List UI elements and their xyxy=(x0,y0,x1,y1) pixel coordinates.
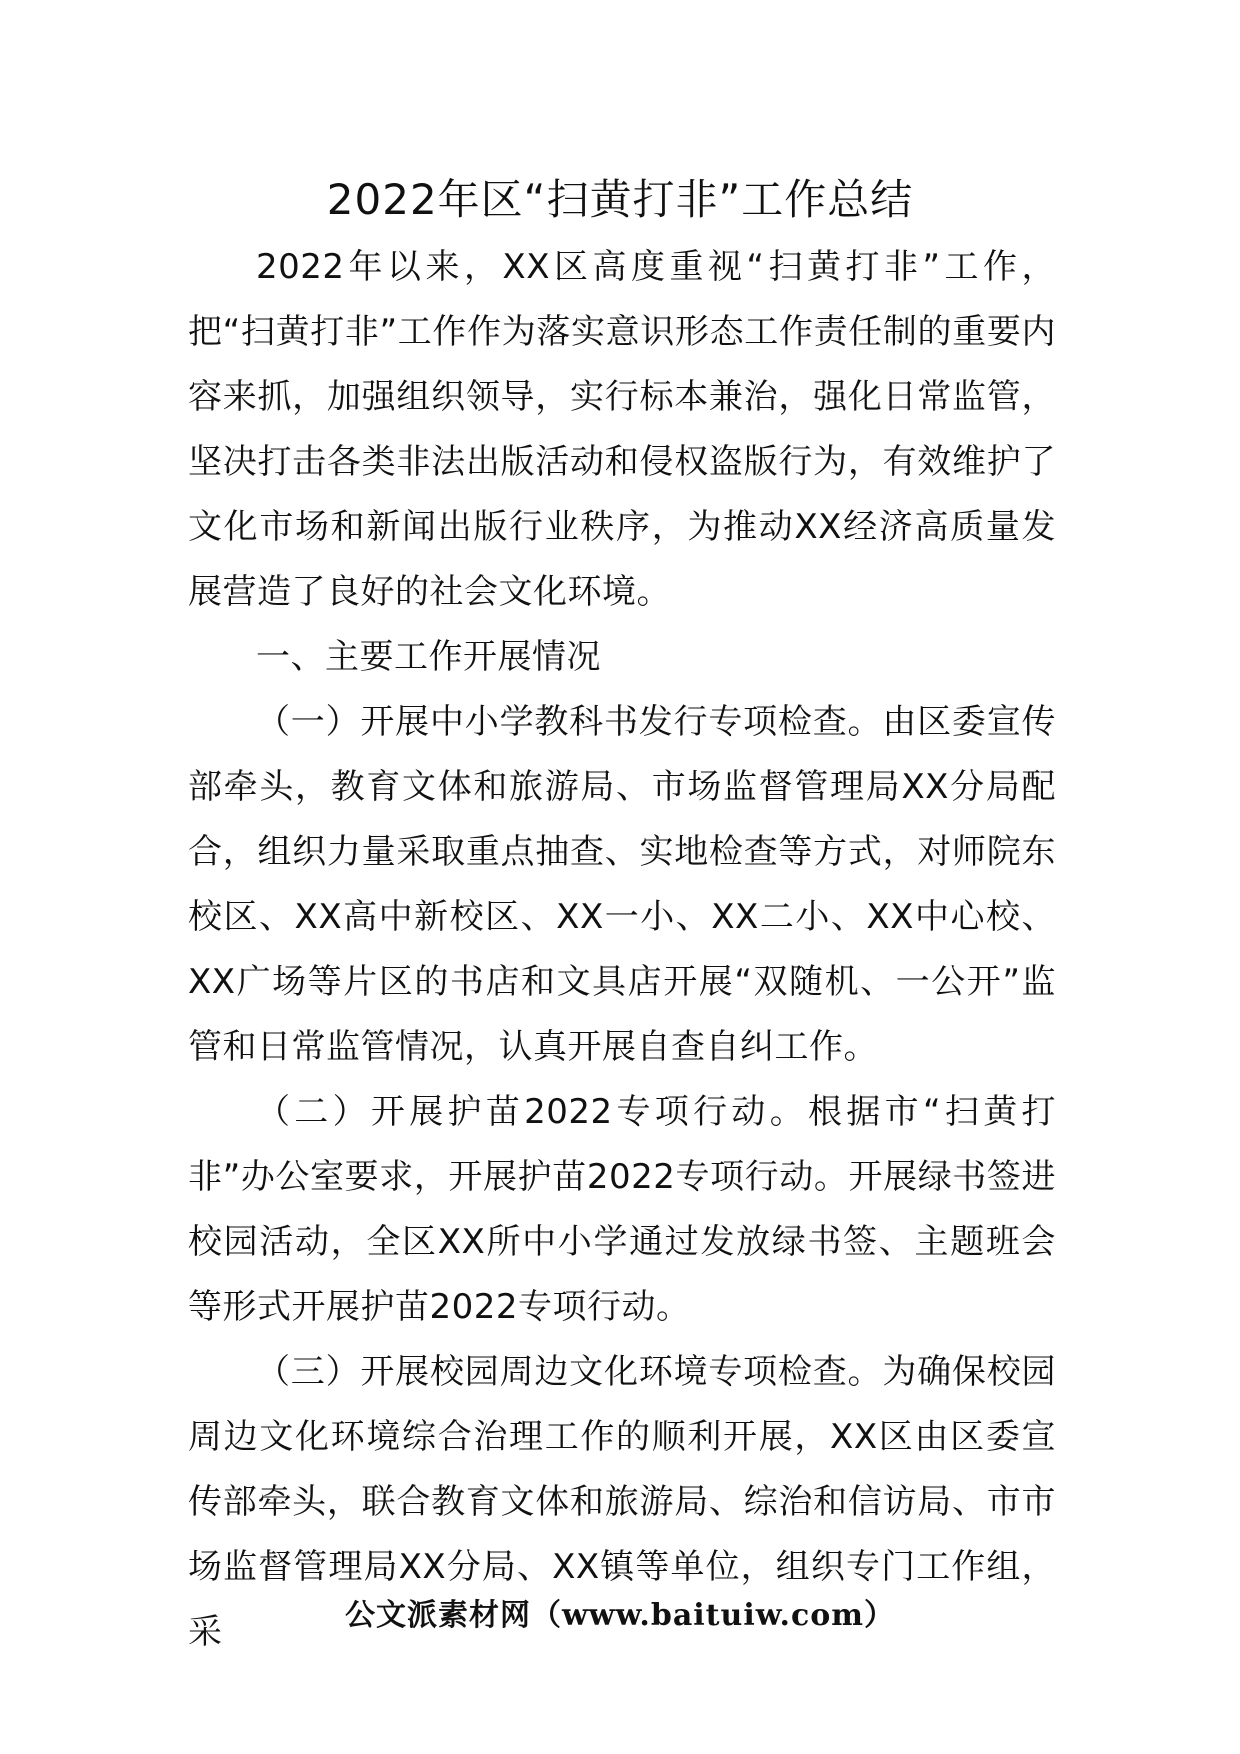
item-paragraph-textbook-inspection: （一）开展中小学教科书发行专项检查。由区委宣传部牵头，教育文体和旅游局、市场监督管理局XX分局配合，组织力量采取重点抽查、实地检查等方式，对师院东校区、XX高中新校区、XX一小、XX二小、XX中心校、XX广场等片区的书店和文具店开展“双随机、一公开”监管和日常监管情况，认真开展自查自纠工作。 xyxy=(188,702,1056,1067)
document-body xyxy=(188,235,1056,1665)
item-paragraph-campus-environment: （三）开展校园周边文化环境专项检查。为确保校园周边文化环境综合治理工作的顺利开展，XX区由区委宣传部牵头，联合教育文体和旅游局、综治和信访局、市市场监督管理局XX分局、XX镇等单位，组织专门工作组，采 xyxy=(188,1352,1056,1652)
intro-paragraph: 2022年以来，XX区高度重视“扫黄打非”工作，把“扫黄打非”工作作为落实意识形态工作责任制的重要内容来抓，加强组织领导，实行标本兼治，强化日常监管，坚决打击各类非法出版活动和侵权盗版行为，有效维护了文化市场和新闻出版行业秩序，为推动XX经济高质量发展营造了良好的社会文化环境。 xyxy=(188,247,1056,612)
document-title: 2022年区“扫黄打非”工作总结 xyxy=(326,175,914,224)
section-heading-main-work: 一、主要工作开展情况 xyxy=(256,637,601,677)
footer-watermark: 公文派素材网（www.baituiw.com） xyxy=(344,1598,896,1633)
item-paragraph-protect-seedlings: （二）开展护苗2022专项行动。根据市“扫黄打非”办公室要求，开展护苗2022专项行动。开展绿书签进校园活动，全区XX所中小学通过发放绿书签、主题班会等形式开展护苗2022专项行动。 xyxy=(188,1092,1056,1327)
